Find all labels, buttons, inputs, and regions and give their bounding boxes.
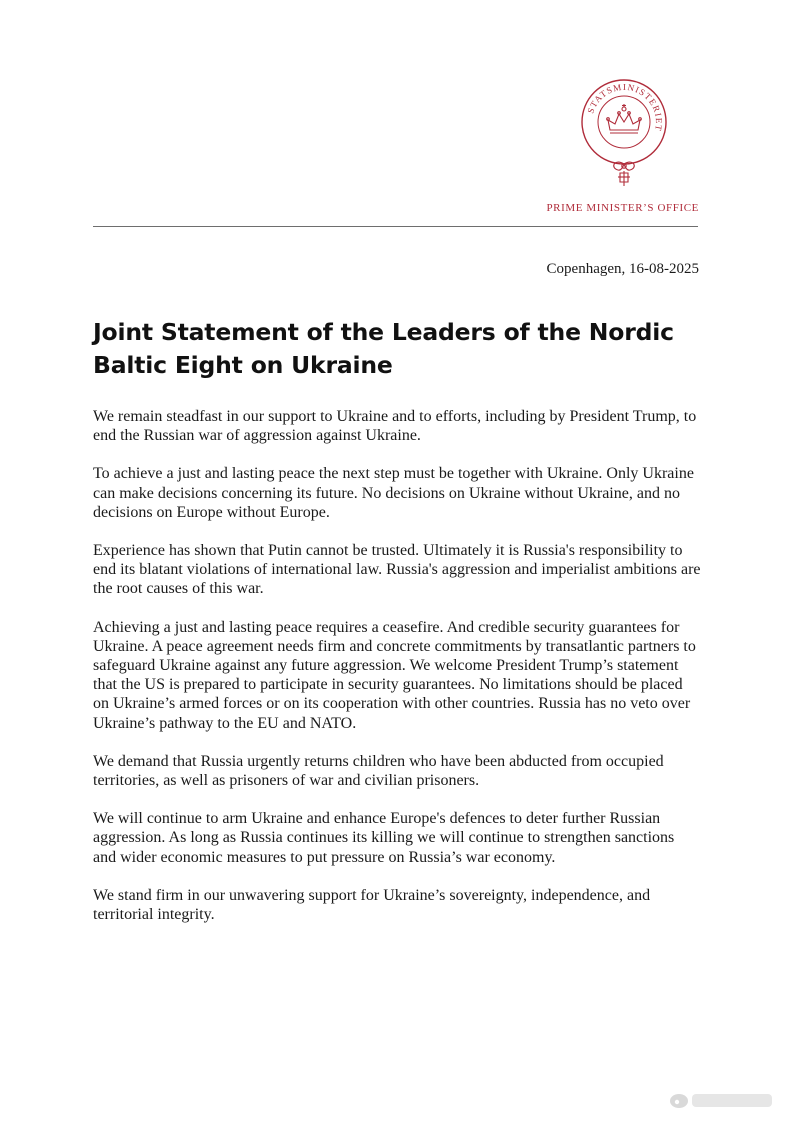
paragraph: We stand firm in our unwavering support for Ukraine’s sovereignty, independence, and territorial integrity.: [93, 886, 651, 924]
office-name: PRIME MINISTER’S OFFICE: [546, 202, 699, 214]
header-divider: [93, 226, 698, 227]
royal-crown-seal-icon: [578, 76, 670, 188]
paragraph: We will continue to arm Ukraine and enhance Europe's defences to deter further Russian aggression. As long as Russia continues its killing we will continue to strengthen sanctions and wider economic measures to put pressure on Russia’s war economy.: [93, 810, 675, 866]
weibo-watermark-icon: [668, 1089, 778, 1111]
paragraph: Experience has shown that Putin cannot be trusted. Ultimately it is Russia's responsibility to end its blatant violations of international law. Russia's aggression and imperialist ambitions are the root causes of this war.: [93, 542, 701, 598]
paragraph: Achieving a just and lasting peace requires a ceasefire. And credible security guarantees for Ukraine. A peace agreement needs firm and concrete commitments by transatlantic partners to safeguard Ukraine against any future aggression. We welcome President Trump’s statement that the US is prepared to participate in security guarantees. No limitations should be placed on Ukraine’s armed forces or on its cooperation with other countries. Russia has no veto over Ukraine’s pathway to the EU and NATO.: [93, 618, 696, 732]
paragraph: We remain steadfast in our support to Ukraine and to efforts, including by President Trump, to end the Russian war of aggression against Ukraine.: [93, 408, 697, 445]
paragraph: We demand that Russia urgently returns children who have been abducted from occupied territories, as well as prisoners of war and civilian prisoners.: [93, 752, 664, 790]
place-date-line: Copenhagen, 16-08-2025: [546, 261, 699, 277]
seal-ring-text: STATSMINISTERIET: [585, 81, 665, 133]
paragraph: To achieve a just and lasting peace the next step must be together with Ukraine. Only Ukraine can make decisions concerning its future. No decisions on Ukraine without Ukraine, and no decisions on Europe without Europe.: [93, 465, 694, 521]
statement-title: Joint Statement of the Leaders of the Nordic Baltic Eight on Ukraine: [93, 318, 674, 379]
statement-body: [93, 407, 701, 943]
